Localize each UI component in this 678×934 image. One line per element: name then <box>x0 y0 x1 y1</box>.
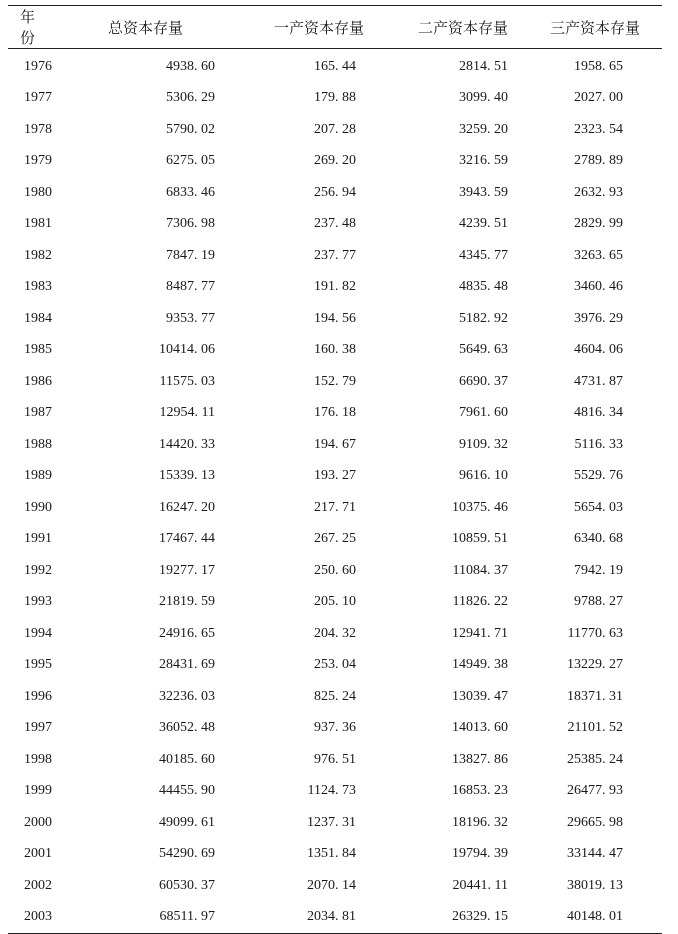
cell-secondary-capital-stock: 4239. 51 <box>459 216 508 232</box>
cell-tertiary-capital-stock: 29665. 98 <box>567 814 623 830</box>
cell-secondary-capital-stock: 2814. 51 <box>459 58 508 74</box>
cell-tertiary-capital-stock: 1958. 65 <box>574 58 623 74</box>
cell-year: 1986 <box>24 373 52 389</box>
cell-secondary-capital-stock: 26329. 15 <box>369 902 519 934</box>
cell-tertiary-capital-stock: 25385. 24 <box>567 751 623 767</box>
cell-tertiary-capital-stock: 4731. 87 <box>574 373 623 389</box>
table-row <box>8 902 662 934</box>
cell-secondary-capital-stock: 3943. 59 <box>459 184 508 200</box>
cell-total-capital-stock: 10414. 06 <box>159 342 215 358</box>
table-row <box>8 177 662 209</box>
cell-primary-capital-stock: 160. 38 <box>314 342 356 358</box>
cell-total-capital-stock: 28431. 69 <box>159 657 215 673</box>
cell-tertiary-capital-stock: 26477. 93 <box>567 783 623 799</box>
header-primary-capital-stock: 一产资本存量 <box>229 6 369 49</box>
table-row <box>8 461 662 493</box>
cell-total-capital-stock: 36052. 48 <box>159 720 215 736</box>
table-row <box>8 49 662 83</box>
cell-secondary-capital-stock: 7961. 60 <box>459 405 508 421</box>
cell-secondary-capital-stock: 9109. 32 <box>459 436 508 452</box>
cell-tertiary-capital-stock: 33144. 47 <box>567 846 623 862</box>
cell-total-capital-stock: 12954. 11 <box>159 405 215 421</box>
table-header <box>8 6 662 49</box>
cell-secondary-capital-stock: 5182. 92 <box>459 310 508 326</box>
cell-secondary-capital-stock: 13039. 47 <box>452 688 508 704</box>
cell-year: 2002 <box>24 877 52 893</box>
cell-secondary-capital-stock: 19794. 39 <box>452 846 508 862</box>
cell-tertiary-capital-stock: 13229. 27 <box>567 657 623 673</box>
cell-year: 1990 <box>24 499 52 515</box>
table-row <box>8 524 662 556</box>
table-row <box>8 650 662 682</box>
cell-primary-capital-stock: 253. 04 <box>314 657 356 673</box>
table-row <box>8 555 662 587</box>
cell-secondary-capital-stock: 3099. 40 <box>459 90 508 106</box>
cell-tertiary-capital-stock: 3976. 29 <box>574 310 623 326</box>
cell-primary-capital-stock: 256. 94 <box>314 184 356 200</box>
cell-secondary-capital-stock: 4835. 48 <box>459 279 508 295</box>
cell-secondary-capital-stock: 3259. 20 <box>459 121 508 137</box>
cell-total-capital-stock: 5790. 02 <box>166 121 215 137</box>
cell-secondary-capital-stock: 14949. 38 <box>452 657 508 673</box>
cell-total-capital-stock: 5306. 29 <box>166 90 215 106</box>
cell-tertiary-capital-stock: 5529. 76 <box>574 468 623 484</box>
table-row <box>8 209 662 241</box>
cell-year: 2000 <box>24 814 52 830</box>
table-row <box>8 681 662 713</box>
cell-year: 1977 <box>24 90 52 106</box>
table-row <box>8 618 662 650</box>
cell-primary-capital-stock: 207. 28 <box>314 121 356 137</box>
cell-primary-capital-stock: 179. 88 <box>314 90 356 106</box>
capital-stock-table <box>8 5 662 934</box>
cell-primary-capital-stock: 269. 20 <box>314 153 356 169</box>
cell-primary-capital-stock: 250. 60 <box>314 562 356 578</box>
header-secondary-capital-stock: 二产资本存量 <box>369 6 519 49</box>
cell-tertiary-capital-stock: 9788. 27 <box>574 594 623 610</box>
cell-total-capital-stock: 16247. 20 <box>159 499 215 515</box>
table-row <box>8 776 662 808</box>
cell-primary-capital-stock: 152. 79 <box>314 373 356 389</box>
cell-primary-capital-stock: 937. 36 <box>314 720 356 736</box>
cell-year: 1993 <box>24 594 52 610</box>
header-year: 年 份 <box>8 6 74 49</box>
cell-primary-capital-stock: 2070. 14 <box>307 877 356 893</box>
cell-secondary-capital-stock: 6690. 37 <box>459 373 508 389</box>
cell-year: 1978 <box>24 121 52 137</box>
cell-tertiary-capital-stock: 18371. 31 <box>567 688 623 704</box>
cell-secondary-capital-stock: 3216. 59 <box>459 153 508 169</box>
cell-tertiary-capital-stock: 2829. 99 <box>574 216 623 232</box>
cell-total-capital-stock: 21819. 59 <box>159 594 215 610</box>
cell-total-capital-stock: 24916. 65 <box>159 625 215 641</box>
cell-secondary-capital-stock: 11084. 37 <box>452 562 508 578</box>
table-body <box>8 49 662 934</box>
capital-stock-table-container <box>8 5 662 934</box>
cell-year: 1996 <box>24 688 52 704</box>
cell-secondary-capital-stock: 20441. 11 <box>452 877 508 893</box>
table-row <box>8 744 662 776</box>
cell-tertiary-capital-stock: 5654. 03 <box>574 499 623 515</box>
cell-total-capital-stock: 17467. 44 <box>159 531 215 547</box>
cell-tertiary-capital-stock: 11770. 63 <box>567 625 623 641</box>
cell-year: 2003 <box>8 902 74 934</box>
cell-total-capital-stock: 49099. 61 <box>159 814 215 830</box>
cell-total-capital-stock: 68511. 97 <box>74 902 229 934</box>
cell-secondary-capital-stock: 14013. 60 <box>452 720 508 736</box>
cell-tertiary-capital-stock: 2632. 93 <box>574 184 623 200</box>
table-row <box>8 587 662 619</box>
cell-tertiary-capital-stock: 2323. 54 <box>574 121 623 137</box>
cell-year: 1980 <box>24 184 52 200</box>
cell-year: 1981 <box>24 216 52 232</box>
cell-year: 1979 <box>24 153 52 169</box>
cell-secondary-capital-stock: 11826. 22 <box>452 594 508 610</box>
cell-total-capital-stock: 14420. 33 <box>159 436 215 452</box>
cell-year: 1995 <box>24 657 52 673</box>
cell-primary-capital-stock: 204. 32 <box>314 625 356 641</box>
cell-primary-capital-stock: 825. 24 <box>314 688 356 704</box>
table-row <box>8 146 662 178</box>
table-row <box>8 713 662 745</box>
cell-secondary-capital-stock: 13827. 86 <box>452 751 508 767</box>
table-row <box>8 272 662 304</box>
cell-year: 1988 <box>24 436 52 452</box>
cell-year: 1991 <box>24 531 52 547</box>
cell-year: 1989 <box>24 468 52 484</box>
table-row <box>8 114 662 146</box>
cell-tertiary-capital-stock: 3460. 46 <box>574 279 623 295</box>
cell-total-capital-stock: 60530. 37 <box>159 877 215 893</box>
cell-year: 1985 <box>24 342 52 358</box>
cell-year: 1999 <box>24 783 52 799</box>
cell-tertiary-capital-stock: 5116. 33 <box>574 436 623 452</box>
table-row <box>8 492 662 524</box>
cell-primary-capital-stock: 193. 27 <box>314 468 356 484</box>
cell-primary-capital-stock: 237. 77 <box>314 247 356 263</box>
cell-primary-capital-stock: 1351. 84 <box>307 846 356 862</box>
cell-total-capital-stock: 32236. 03 <box>159 688 215 704</box>
table-row <box>8 870 662 902</box>
cell-total-capital-stock: 6833. 46 <box>166 184 215 200</box>
cell-total-capital-stock: 54290. 69 <box>159 846 215 862</box>
cell-total-capital-stock: 8487. 77 <box>166 279 215 295</box>
table-row <box>8 398 662 430</box>
cell-tertiary-capital-stock: 4816. 34 <box>574 405 623 421</box>
cell-primary-capital-stock: 2034. 81 <box>229 902 369 934</box>
cell-total-capital-stock: 9353. 77 <box>166 310 215 326</box>
cell-year: 1998 <box>24 751 52 767</box>
cell-secondary-capital-stock: 10859. 51 <box>452 531 508 547</box>
table-row <box>8 335 662 367</box>
cell-primary-capital-stock: 191. 82 <box>314 279 356 295</box>
cell-total-capital-stock: 15339. 13 <box>159 468 215 484</box>
cell-total-capital-stock: 7847. 19 <box>166 247 215 263</box>
cell-tertiary-capital-stock: 2789. 89 <box>574 153 623 169</box>
cell-total-capital-stock: 6275. 05 <box>166 153 215 169</box>
cell-tertiary-capital-stock: 4604. 06 <box>574 342 623 358</box>
cell-year: 1987 <box>24 405 52 421</box>
cell-primary-capital-stock: 1237. 31 <box>307 814 356 830</box>
table-row <box>8 366 662 398</box>
cell-primary-capital-stock: 237. 48 <box>314 216 356 232</box>
cell-secondary-capital-stock: 10375. 46 <box>452 499 508 515</box>
cell-tertiary-capital-stock: 7942. 19 <box>574 562 623 578</box>
cell-year: 2001 <box>24 846 52 862</box>
table-row <box>8 83 662 115</box>
cell-primary-capital-stock: 176. 18 <box>314 405 356 421</box>
table-row <box>8 303 662 335</box>
table-row <box>8 807 662 839</box>
cell-year: 1994 <box>24 625 52 641</box>
table-row <box>8 839 662 871</box>
cell-primary-capital-stock: 976. 51 <box>314 751 356 767</box>
cell-year: 1984 <box>24 310 52 326</box>
cell-secondary-capital-stock: 4345. 77 <box>459 247 508 263</box>
header-row <box>8 6 662 49</box>
cell-secondary-capital-stock: 9616. 10 <box>459 468 508 484</box>
cell-tertiary-capital-stock: 38019. 13 <box>567 877 623 893</box>
cell-year: 1982 <box>24 247 52 263</box>
cell-secondary-capital-stock: 16853. 23 <box>452 783 508 799</box>
cell-total-capital-stock: 40185. 60 <box>159 751 215 767</box>
cell-year: 1992 <box>24 562 52 578</box>
cell-tertiary-capital-stock: 2027. 00 <box>574 90 623 106</box>
cell-primary-capital-stock: 217. 71 <box>314 499 356 515</box>
header-tertiary-capital-stock: 三产资本存量 <box>519 6 662 49</box>
cell-tertiary-capital-stock: 3263. 65 <box>574 247 623 263</box>
cell-secondary-capital-stock: 18196. 32 <box>452 814 508 830</box>
cell-total-capital-stock: 44455. 90 <box>159 783 215 799</box>
table-row <box>8 429 662 461</box>
cell-total-capital-stock: 19277. 17 <box>159 562 215 578</box>
cell-year: 1983 <box>24 279 52 295</box>
cell-tertiary-capital-stock: 40148. 01 <box>519 902 662 934</box>
cell-primary-capital-stock: 205. 10 <box>314 594 356 610</box>
cell-total-capital-stock: 7306. 98 <box>166 216 215 232</box>
cell-tertiary-capital-stock: 6340. 68 <box>574 531 623 547</box>
cell-year: 1976 <box>24 58 52 74</box>
cell-primary-capital-stock: 194. 56 <box>314 310 356 326</box>
cell-total-capital-stock: 4938. 60 <box>166 58 215 74</box>
cell-primary-capital-stock: 267. 25 <box>314 531 356 547</box>
table-row <box>8 240 662 272</box>
cell-primary-capital-stock: 194. 67 <box>314 436 356 452</box>
header-total-capital-stock: 总资本存量 <box>74 6 229 49</box>
cell-tertiary-capital-stock: 21101. 52 <box>567 720 623 736</box>
cell-secondary-capital-stock: 5649. 63 <box>459 342 508 358</box>
cell-primary-capital-stock: 165. 44 <box>314 58 356 74</box>
cell-primary-capital-stock: 1124. 73 <box>307 783 356 799</box>
cell-year: 1997 <box>24 720 52 736</box>
cell-secondary-capital-stock: 12941. 71 <box>452 625 508 641</box>
cell-total-capital-stock: 11575. 03 <box>159 373 215 389</box>
